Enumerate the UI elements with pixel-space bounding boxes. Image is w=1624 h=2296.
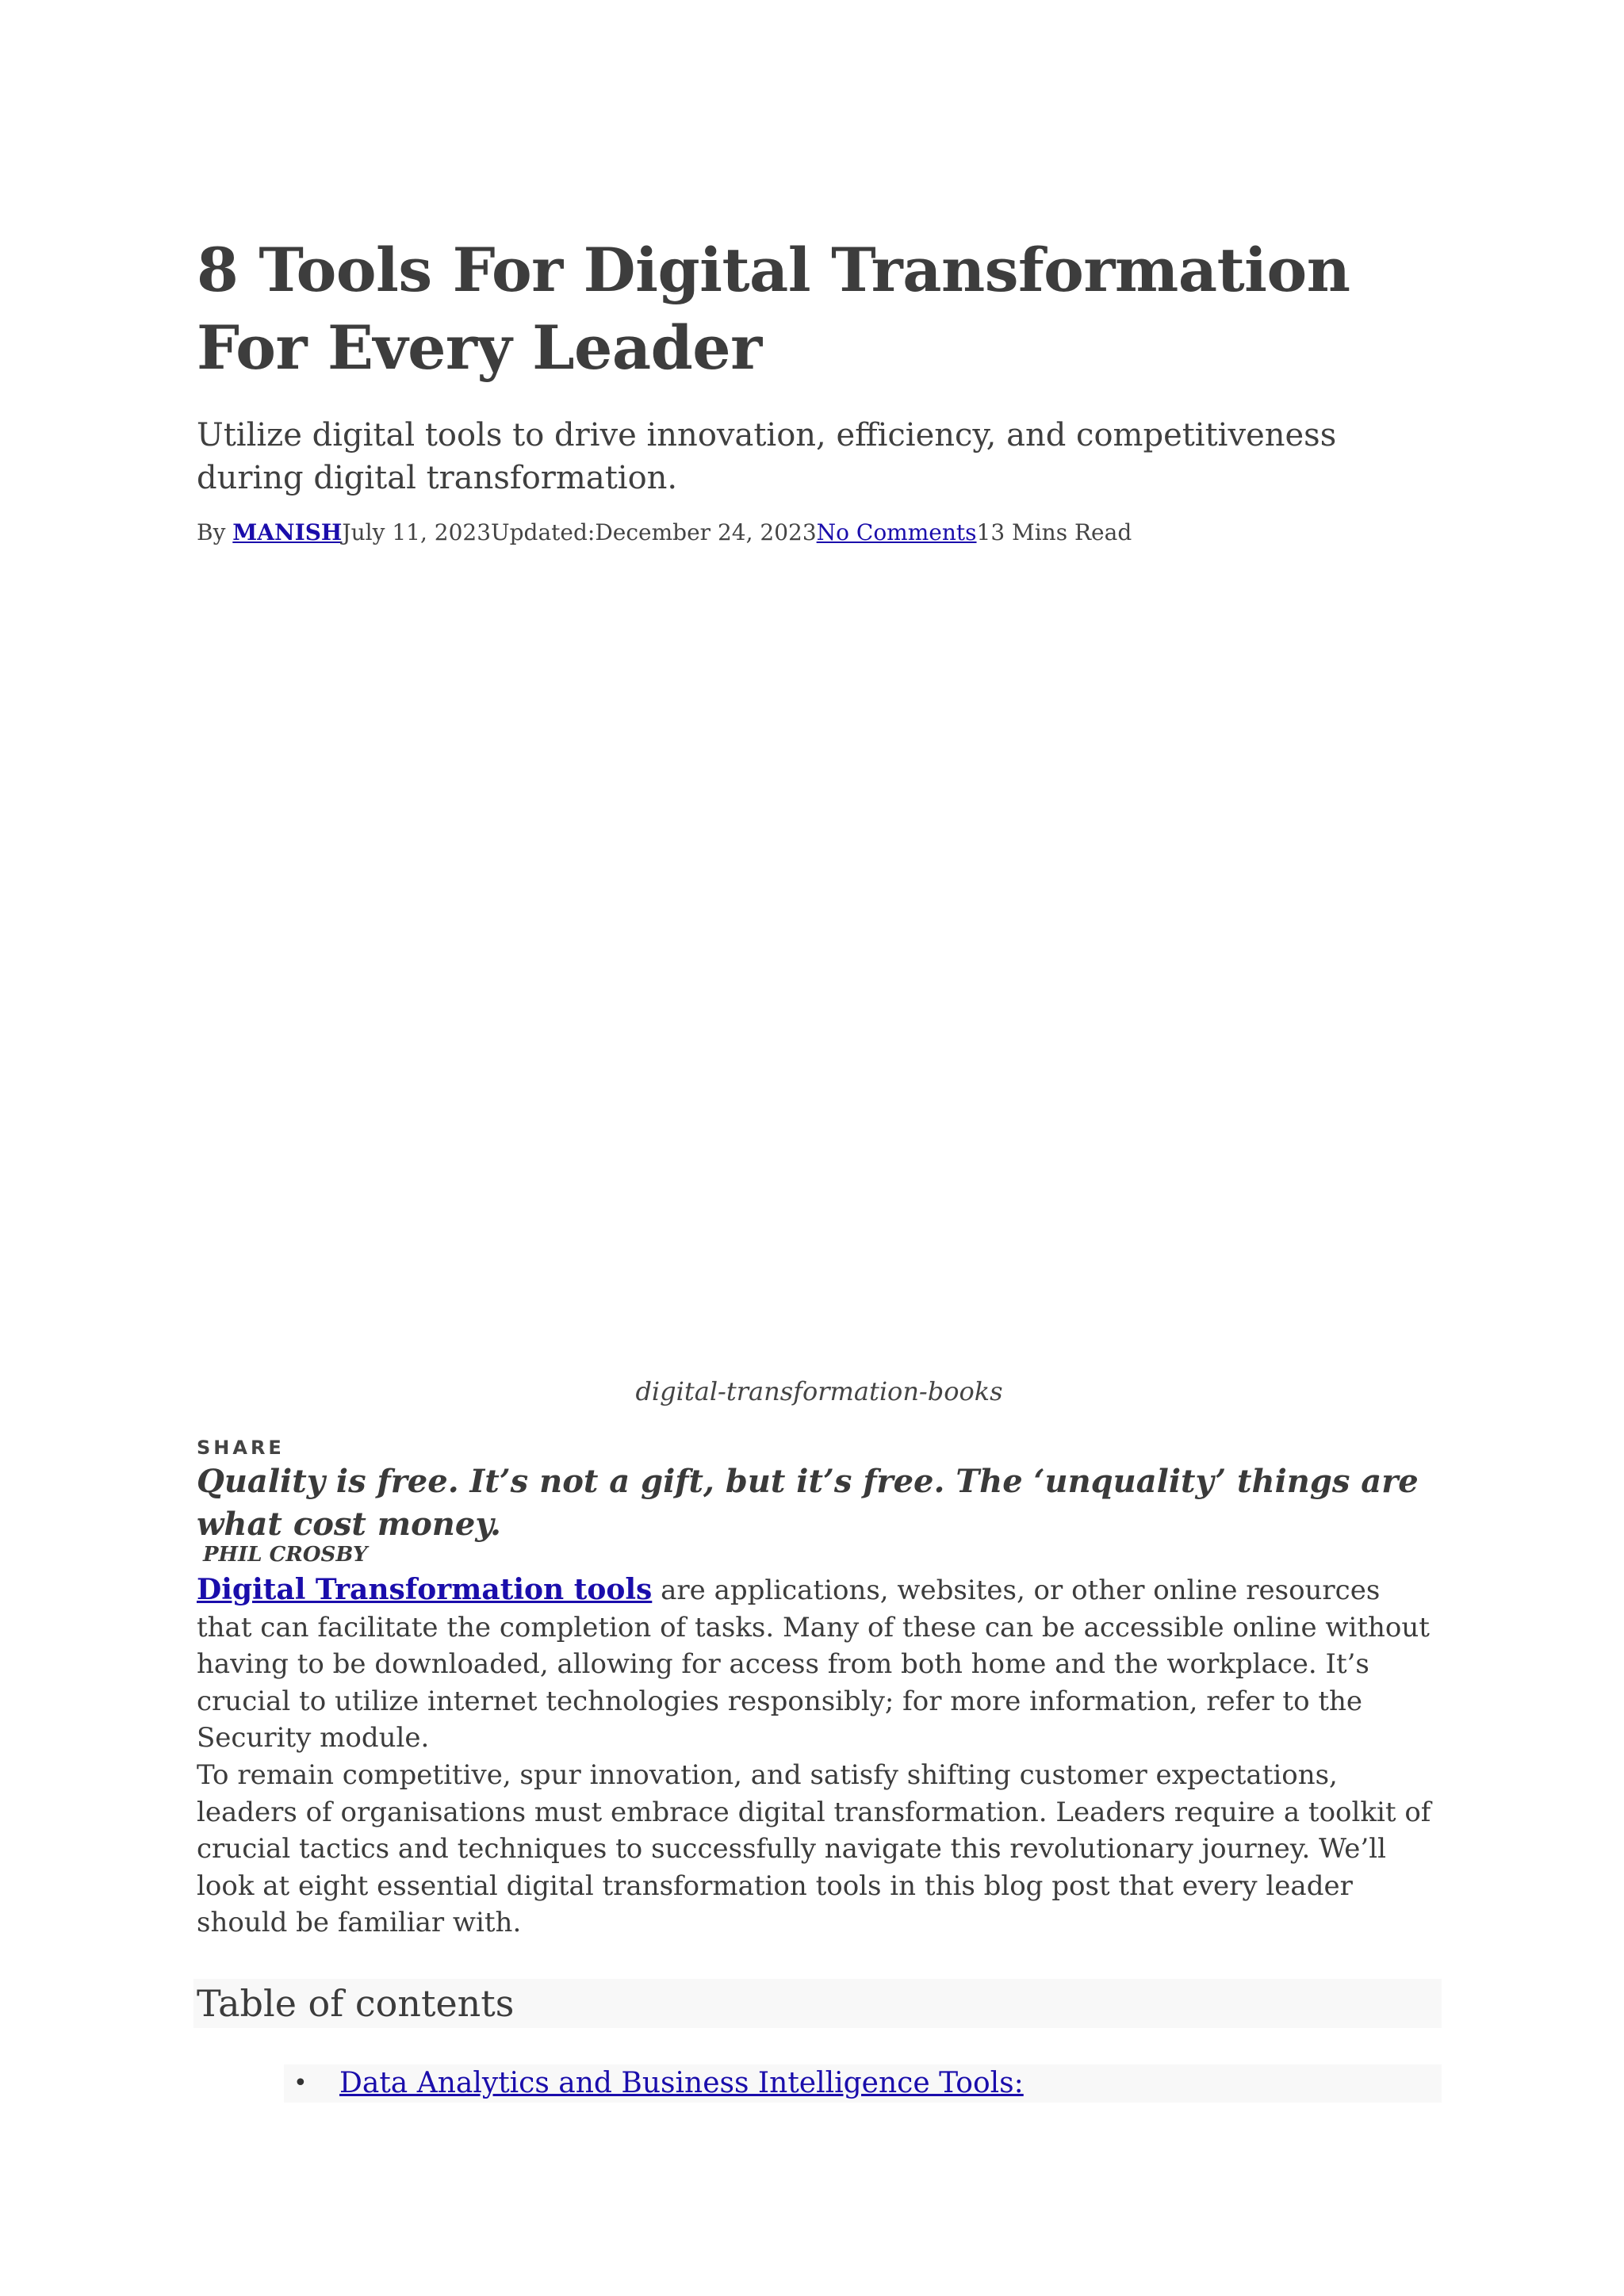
bullet-icon: •	[293, 2069, 308, 2097]
image-caption: digital-transformation-books	[635, 1376, 1003, 1406]
toc-title[interactable]: Table of contents	[197, 1982, 515, 2025]
by-label: By	[197, 519, 233, 545]
updated-date: December 24, 2023	[595, 519, 817, 545]
article-subtitle: Utilize digital tools to drive innovation, efficiency, and competitiveness during digital transformation.	[197, 417, 1337, 496]
article-meta	[197, 517, 1442, 549]
published-date: July 11, 2023	[342, 519, 492, 545]
toc-item-link[interactable]: Data Analytics and Business Intelligence Tools:	[339, 2067, 1024, 2099]
second-paragraph: To remain competitive, spur innovation, and satisfy shifting customer expectations, leaders of organisations must embrace digital transformation. Leaders require a toolkit of crucial tactics and techniques to successfully navigate this revolutionary journey. We’ll look at eight essential digital transformation tools in this blog post that every leader should be familiar with.	[197, 1759, 1431, 1938]
updated-label: Updated:	[491, 519, 596, 545]
intro-paragraph-text: are applications, websites, or other online resources that can facilitate the completion of tasks. Many of these can be accessible online without having to be downloaded, allowing for access from both home and the workplace. It’s crucial to utilize internet technologies responsibly; for more information, refer to the Security module.	[197, 1575, 1430, 1754]
pull-quote: Quality is free. It’s not a gift, but it’s free. The ‘unquality’ things are what cost money.	[197, 1463, 1419, 1543]
comments-link[interactable]: No Comments	[816, 519, 977, 545]
read-time: 13 Mins Read	[976, 519, 1132, 545]
share-label[interactable]: SHARE	[197, 1437, 285, 1459]
author-link[interactable]: MANISH	[232, 519, 343, 545]
quote-author: PHIL CROSBY	[203, 1543, 368, 1567]
intro-paragraph	[197, 1571, 1442, 1757]
article-title: 8 Tools For Digital Transformation For Every Leader	[197, 235, 1350, 383]
hero-image-placeholder	[197, 564, 1442, 1357]
digital-transformation-tools-link[interactable]: Digital Transformation tools	[197, 1573, 653, 1606]
